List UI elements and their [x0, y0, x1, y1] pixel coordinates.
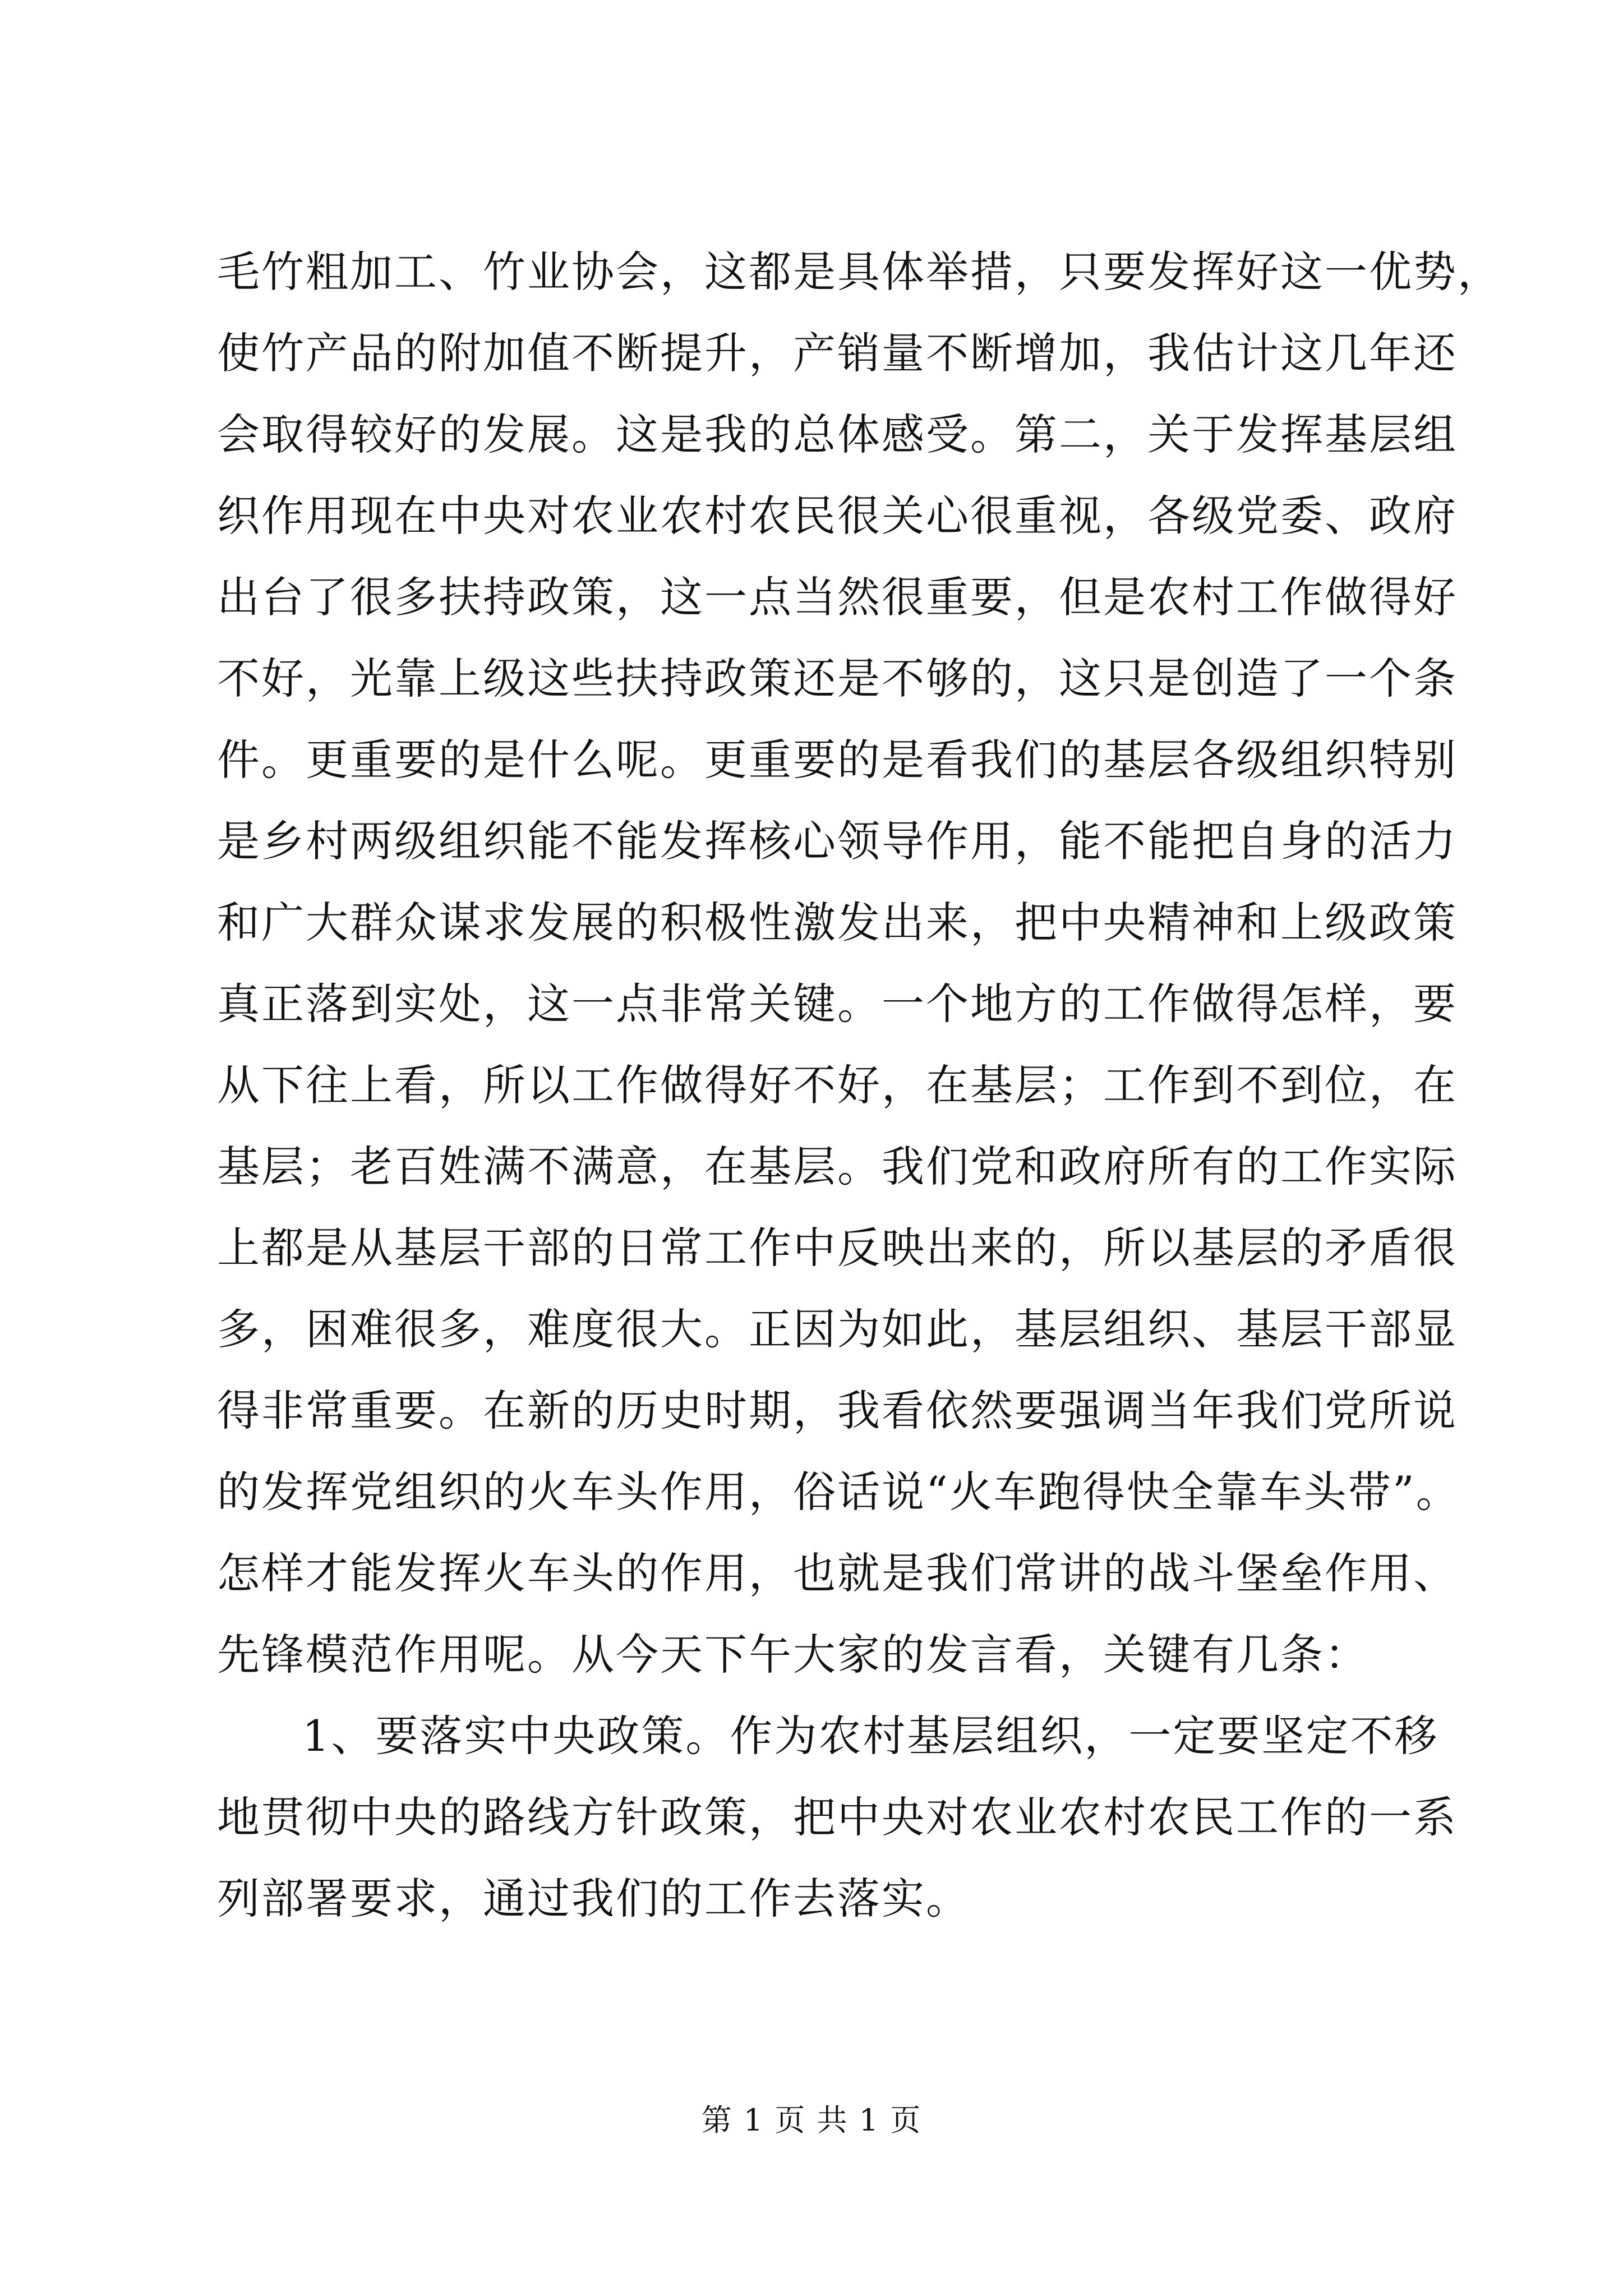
text-line: 和广大群众谋求发展的积极性激发出来，把中央精神和上级政策	[217, 898, 1458, 947]
text-line: 地贯彻中央的路线方针政策，把中央对农业农村农民工作的一系	[217, 1792, 1458, 1842]
text-line: 会取得较好的发展。这是我的总体感受。第二，关于发挥基层组	[217, 409, 1458, 459]
text-line: 出台了很多扶持政策，这一点当然很重要，但是农村工作做得好	[217, 572, 1458, 622]
text-line: 怎样才能发挥火车头的作用，也就是我们常讲的战斗堡垒作用、	[217, 1548, 1458, 1598]
text-line: 得非常重要。在新的历史时期，我看依然要强调当年我们党所说	[217, 1386, 1458, 1435]
text-line: 毛竹粗加工、竹业协会，这都是具体举措，只要发挥好这一优势，	[217, 247, 1502, 297]
body-text	[217, 231, 1502, 1939]
text-line: 基层；老百姓满不满意，在基层。我们党和政府所有的工作实际	[217, 1142, 1458, 1191]
page-footer: 第 1 页 共 1 页	[701, 2102, 922, 2138]
text-line: 是乡村两级组织能不能发挥核心领导作用，能不能把自身的活力	[217, 816, 1458, 866]
text-line: 从下往上看，所以工作做得好不好，在基层；工作到不到位，在	[217, 1060, 1458, 1110]
text-line: 真正落到实处，这一点非常关键。一个地方的工作做得怎样，要	[217, 979, 1458, 1029]
text-line: 织作用现在中央对农业农村农民很关心很重视，各级党委、政府	[217, 491, 1458, 541]
text-line: 使竹产品的附加值不断提升，产销量不断增加，我估计这几年还	[217, 328, 1458, 378]
text-line: 的发挥党组织的火车头作用，俗话说“火车跑得快全靠车头带”。	[217, 1467, 1460, 1517]
text-line: 多，困难很多，难度很大。正因为如此，基层组织、基层干部显	[217, 1304, 1458, 1354]
text-line-indented: 1、要落实中央政策。作为农村基层组织，一定要坚定不移	[302, 1711, 1439, 1761]
text-line: 不好，光靠上级这些扶持政策还是不够的，这只是创造了一个条	[217, 654, 1458, 703]
text-line: 先锋模范作用呢。从今天下午大家的发言看，关键有几条：	[217, 1630, 1369, 1680]
text-line: 上都是从基层干部的日常工作中反映出来的，所以基层的矛盾很	[217, 1223, 1458, 1273]
text-line: 件。更重要的是什么呢。更重要的是看我们的基层各级组织特别	[217, 735, 1458, 785]
text-line: 列部署要求，通过我们的工作去落实。	[217, 1874, 970, 1924]
